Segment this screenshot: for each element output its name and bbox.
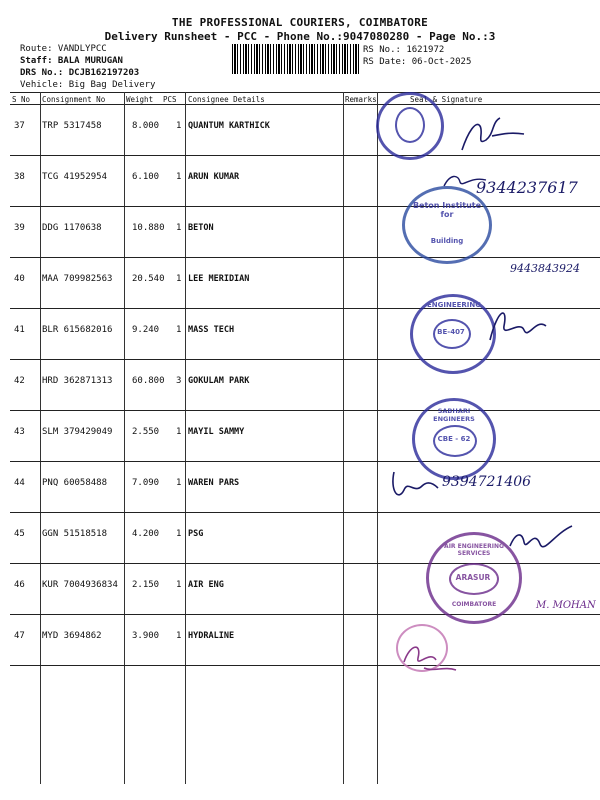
signature-icon xyxy=(458,112,528,156)
sabhari-stamp-icon: SABHARI ENGINEERS CBE - 62 xyxy=(412,398,496,480)
row-consignment: HRD 362871313 xyxy=(42,376,113,386)
signature-icon xyxy=(506,518,576,562)
row-consignee: MAYIL SAMMY xyxy=(188,427,245,437)
table-row xyxy=(10,614,600,665)
row-consignment: GGN 51518518 xyxy=(42,529,108,539)
row-consignee: HYDRALINE xyxy=(188,631,235,641)
staff-label: Staff: BALA MURUGAN xyxy=(20,56,123,66)
drs-label: DRS No.: DCJB162197203 xyxy=(20,68,140,78)
row-sno: 46 xyxy=(14,580,25,590)
row-consignment: DDG 1170638 xyxy=(42,223,102,233)
row-weight: 10.880 xyxy=(132,223,165,233)
rs-number: RS No.: 1621972 xyxy=(363,45,445,55)
row-pcs: 1 xyxy=(176,223,182,233)
col-seal: Seal & Signature xyxy=(410,95,483,104)
table-row xyxy=(10,410,600,461)
row-consignee: WAREN PARS xyxy=(188,478,240,488)
row-consignment: KUR 7004936834 xyxy=(42,580,118,590)
beton-stamp-icon: Beton Institute for Building xyxy=(402,186,492,264)
row-pcs: 1 xyxy=(176,121,182,131)
row-divider xyxy=(10,665,600,666)
row-pcs: 1 xyxy=(176,274,182,284)
row-sno: 41 xyxy=(14,325,25,335)
row-pcs: 1 xyxy=(176,631,182,641)
row-sno: 40 xyxy=(14,274,25,284)
row-pcs: 1 xyxy=(176,325,182,335)
mass-engineering-stamp-icon: ENGINEERING BE-407 xyxy=(410,294,496,374)
row-weight: 9.240 xyxy=(132,325,160,335)
signature-icon xyxy=(484,300,550,350)
table-row xyxy=(10,359,600,410)
page-title: THE PROFESSIONAL COURIERS, COIMBATORE xyxy=(171,16,429,29)
row-weight: 3.900 xyxy=(132,631,160,641)
row-weight: 4.200 xyxy=(132,529,160,539)
row-weight: 7.090 xyxy=(132,478,160,488)
vehicle-label: Vehicle: Big Bag Delivery xyxy=(20,80,156,90)
row-consignee: BETON xyxy=(188,223,214,233)
row-consignment: TRP 5317458 xyxy=(42,121,102,131)
row-weight: 8.000 xyxy=(132,121,160,131)
col-weight: Weight xyxy=(126,95,154,104)
col-remarks: Remarks xyxy=(345,95,377,104)
row-sno: 44 xyxy=(14,478,25,488)
table-top-border xyxy=(10,92,600,93)
row-weight: 2.150 xyxy=(132,580,160,590)
barcode xyxy=(232,44,360,74)
row-pcs: 1 xyxy=(176,529,182,539)
col-pcs: PCS xyxy=(163,95,177,104)
row-pcs: 3 xyxy=(176,376,182,386)
row-consignee: PSG xyxy=(188,529,204,539)
row-consignee: AIR ENG xyxy=(188,580,224,590)
phone-handwritten: 9394721406 xyxy=(442,474,532,490)
row-consignment: MYD 3694862 xyxy=(42,631,102,641)
row-consignee: QUANTUM KARTHICK xyxy=(188,121,270,131)
row-sno: 42 xyxy=(14,376,25,386)
signature-icon xyxy=(400,632,460,676)
row-sno: 43 xyxy=(14,427,25,437)
row-weight: 6.100 xyxy=(132,172,160,182)
row-sno: 39 xyxy=(14,223,25,233)
row-sno: 47 xyxy=(14,631,25,641)
row-consignee: GOKULAM PARK xyxy=(188,376,250,386)
row-consignment: BLR 615682016 xyxy=(42,325,113,335)
rs-date: RS Date: 06-Oct-2025 xyxy=(363,57,472,67)
quantum-stamp-icon xyxy=(376,92,444,160)
page-subtitle: Delivery Runsheet - PCC - Phone No.:9047080280 - Page No.:3 xyxy=(104,30,496,43)
row-weight: 20.540 xyxy=(132,274,165,284)
air-engineering-stamp-icon: AIR ENGINEERING SERVICES ARASUR COIMBATORE xyxy=(426,532,522,624)
row-consignee: LEE MERIDIAN xyxy=(188,274,250,284)
phone-handwritten: 9443843924 xyxy=(510,262,580,275)
name-handwritten: M. MOHAN xyxy=(536,600,596,611)
phone-handwritten: 9344237617 xyxy=(476,178,578,197)
table-row xyxy=(10,206,600,257)
row-weight: 2.550 xyxy=(132,427,160,437)
row-pcs: 1 xyxy=(176,172,182,182)
col-consignment: Consignment No xyxy=(42,95,106,104)
row-consignee: ARUN KUMAR xyxy=(188,172,240,182)
row-consignment: SLM 379429049 xyxy=(42,427,113,437)
row-sno: 37 xyxy=(14,121,25,131)
row-consignment: TCG 41952954 xyxy=(42,172,108,182)
row-weight: 60.800 xyxy=(132,376,165,386)
col-sno: S No xyxy=(12,95,31,104)
row-sno: 45 xyxy=(14,529,25,539)
row-pcs: 1 xyxy=(176,427,182,437)
signature-icon xyxy=(388,466,440,506)
row-pcs: 1 xyxy=(176,478,182,488)
row-consignment: MAA 709982563 xyxy=(42,274,113,284)
row-sno: 38 xyxy=(14,172,25,182)
route-label: Route: VANDLYPCC xyxy=(20,44,107,54)
row-consignee: MASS TECH xyxy=(188,325,235,335)
row-consignment: PNQ 60058488 xyxy=(42,478,108,488)
row-pcs: 1 xyxy=(176,580,182,590)
col-consignee: Consignee Details xyxy=(188,95,265,104)
